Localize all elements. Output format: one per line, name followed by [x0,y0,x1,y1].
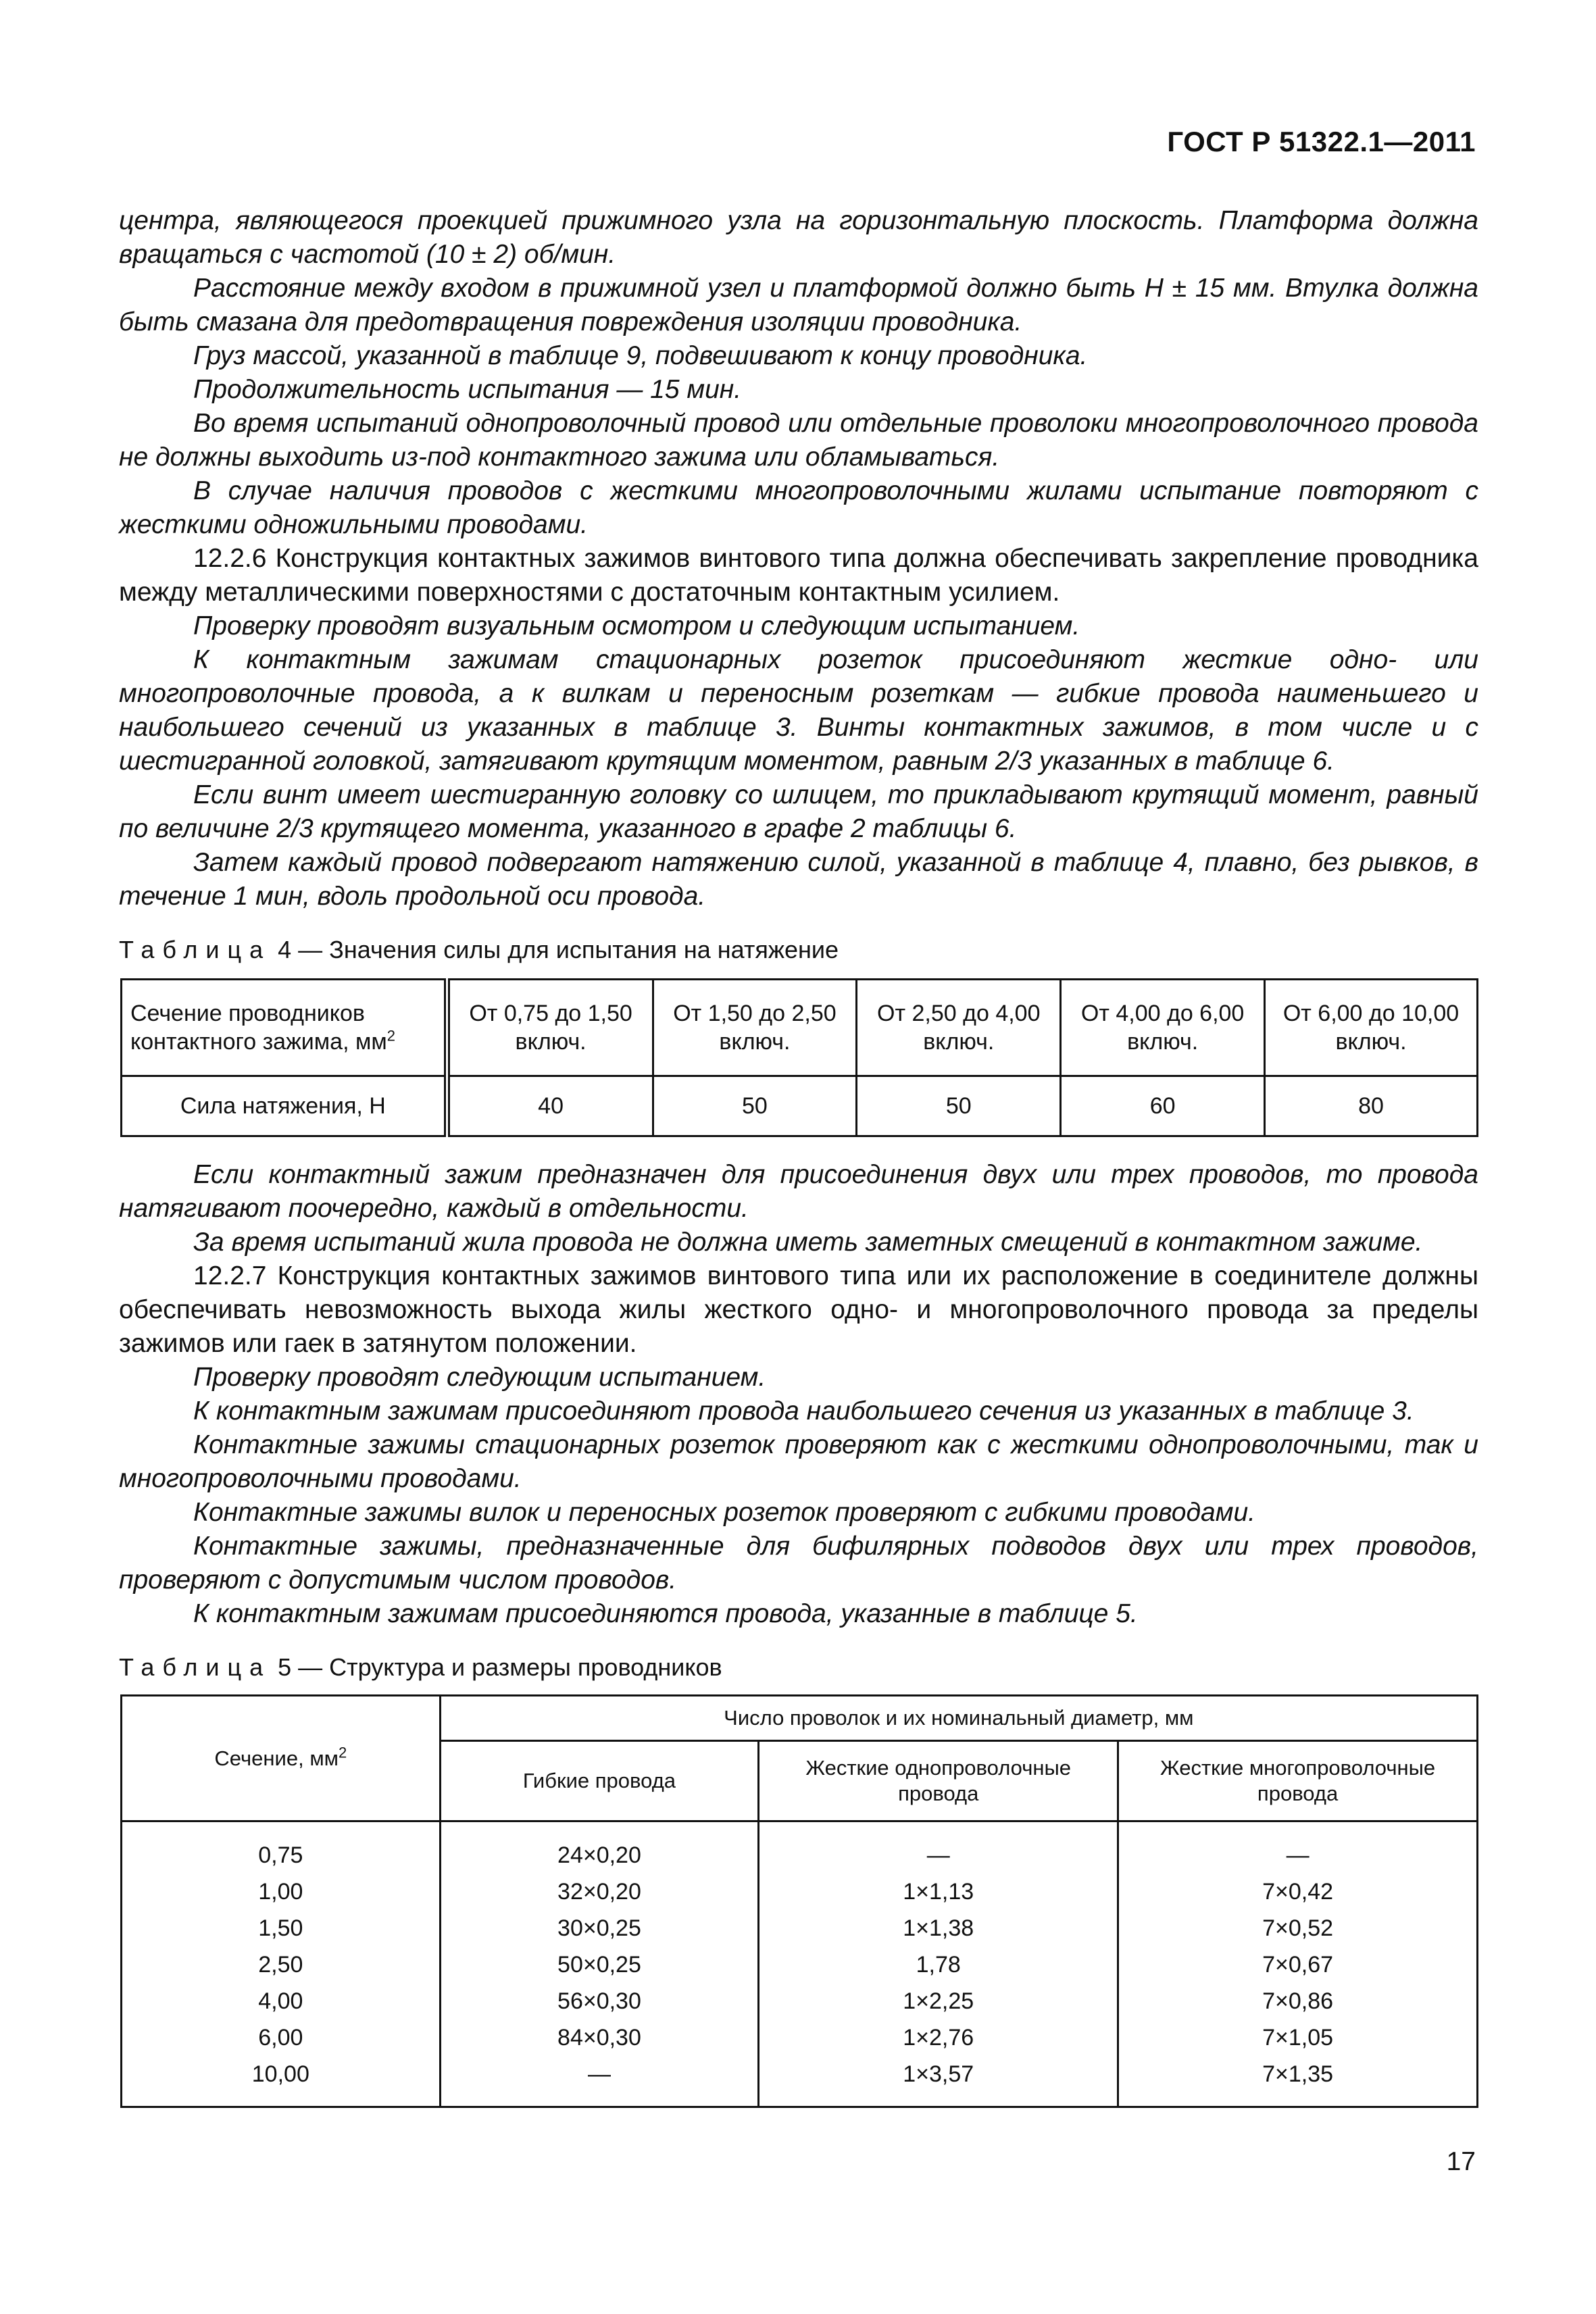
paragraph: Груз массой, указанной в таблице 9, подвешивают к концу проводника. [193,341,1088,370]
paragraph: К контактным зажимам стационарных розеток присоединяют жесткие одно- или многопроволочные провода, а к вилкам и переносным розеткам — гибкие провода наименьшего и наибольшего сечений из указанных в таблице 3. Винты контактных зажимов, в том числе и с шестигранной головкой, затягивают крутящим моментом, равным 2/3 указанных в таблице 6. [119,645,1478,776]
table-cell-section: 1,00 [122,1873,441,1910]
table-row [122,2019,1478,2056]
table-cell-solid: 1×3,57 [759,2056,1118,2107]
table-cell-stranded: 7×0,86 [1118,1983,1478,2019]
table-4-caption-label: Таблица [119,936,272,963]
table-cell-solid: — [759,1821,1118,1874]
table-cell-flexible: 32×0,20 [440,1873,759,1910]
paragraph: 12.2.6 Конструкция контактных зажимов винтового типа должна обеспечивать закрепление проводника между металлическими поверхностями с достаточным контактным усилием. [119,544,1478,607]
table-5-header-flexible: Гибкие провода [440,1741,759,1821]
table-4-range-cell: От 1,50 до 2,50 включ. [653,980,857,1076]
table-5-caption [119,1653,722,1682]
paragraph: К контактным зажимам присоединяют провода наибольшего сечения из указанных в таблице 3. [193,1397,1414,1426]
table-cell-solid: 1×1,13 [759,1873,1118,1910]
table-cell-section: 0,75 [122,1821,441,1874]
paragraph: В случае наличия проводов с жесткими многопроволочными жилами испытание повторяют с жесткими одножильными проводами. [119,476,1478,539]
table-cell-stranded: 7×1,35 [1118,2056,1478,2107]
table-cell-flexible: 56×0,30 [440,1983,759,2019]
paragraph: Продолжительность испытания — 15 мин. [193,375,742,404]
table-cell-flexible: 84×0,30 [440,2019,759,2056]
body-text-block-2 [119,1158,1478,1631]
table-cell-section: 2,50 [122,1946,441,1983]
paragraph: Контактные зажимы, предназначенные для бифилярных подводов двух или трех проводов, проверяют с допустимым числом проводов. [119,1532,1478,1594]
table-5-conductor-structure [120,1694,1478,2108]
paragraph: За время испытаний жила провода не должна иметь заметных смещений в контактном зажиме. [193,1228,1423,1257]
paragraph: Если винт имеет шестигранную головку со шлицем, то прикладывают крутящий момент, равный по величине 2/3 крутящего момента, указанного в графе 2 таблицы 6. [119,780,1478,843]
table-cell-stranded: 7×0,52 [1118,1910,1478,1946]
paragraph: Во время испытаний однопроволочный провод или отдельные проволоки многопроволочного провода не должны выходить из-под контактного зажима или обламываться. [119,409,1478,472]
table-cell-stranded: 7×1,05 [1118,2019,1478,2056]
table-row [122,1873,1478,1910]
page-number: 17 [1446,2147,1476,2176]
paragraph: 12.2.7 Конструкция контактных зажимов винтового типа или их расположение в соединителе должны обеспечивать невозможность выхода жилы жесткого одно- и многопроволочного провода за пределы зажимов или гаек в затянутом положении. [119,1261,1478,1358]
table-5-header-group: Число проволок и их номинальный диаметр, мм [440,1696,1477,1741]
table-4-row-header-sup: 2 [386,1027,395,1045]
table-5-header-solid: Жесткие однопроволочные провода [759,1741,1118,1821]
table-4-range-cell: От 0,75 до 1,50 включ. [447,980,653,1076]
table-4-force-cell: 80 [1265,1076,1478,1136]
paragraph: Проверку проводят визуальным осмотром и следующим испытанием. [193,611,1080,640]
table-cell-section: 1,50 [122,1910,441,1946]
table-cell-section: 4,00 [122,1983,441,2019]
paragraph: Проверку проводят следующим испытанием. [193,1363,766,1392]
table-cell-solid: 1×2,76 [759,2019,1118,2056]
table-5-header-row-1 [122,1696,1478,1741]
table-cell-flexible: 24×0,20 [440,1821,759,1874]
table-cell-section: 6,00 [122,2019,441,2056]
table-cell-section: 10,00 [122,2056,441,2107]
table-cell-flexible: 50×0,25 [440,1946,759,1983]
table-4-caption-title: 4 — Значения силы для испытания на натяжение [271,936,839,963]
paragraph: Расстояние между входом в прижимной узел и платформой должно быть H ± 15 мм. Втулка должна быть смазана для предотвращения повреждения изоляции проводника. [119,274,1478,336]
table-4-row-header-force: Сила натяжения, Н [122,1076,447,1136]
table-5-caption-title: 5 — Структура и размеры проводников [271,1653,722,1681]
table-5-caption-label: Таблица [119,1653,272,1681]
table-4-caption [119,935,839,965]
table-4-force-cell: 60 [1061,1076,1265,1136]
table-4-range-cell: От 4,00 до 6,00 включ. [1061,980,1265,1076]
paragraph: Если контактный зажим предназначен для присоединения двух или трех проводов, то провода натягивают поочередно, каждый в отдельности. [119,1160,1478,1223]
table-cell-solid: 1×1,38 [759,1910,1118,1946]
paragraph: центра, являющегося проекцией прижимного узла на горизонтальную плоскость. Платформа должна вращаться с частотой (10 ± 2) об/мин. [119,206,1478,269]
table-row [122,1946,1478,1983]
table-row [122,1983,1478,2019]
table-5-body [122,1821,1478,2107]
table-cell-stranded: 7×0,42 [1118,1873,1478,1910]
table-4-force-cell: 50 [857,1076,1061,1136]
table-4-force-cell: 40 [447,1076,653,1136]
table-5-header-section [122,1696,441,1821]
table-row [122,2056,1478,2107]
table-4-row-force [122,1076,1478,1136]
table-cell-solid: 1×2,25 [759,1983,1118,2019]
paragraph: Контактные зажимы стационарных розеток проверяют как с жесткими однопроволочными, так и многопроволочными проводами. [119,1430,1478,1493]
table-4-row-header-sections [122,980,447,1076]
table-4-row-header-sections-text: Сечение проводников контактного зажима, мм [130,1001,387,1055]
paragraph: Контактные зажимы вилок и переносных розеток проверяют с гибкими проводами. [193,1498,1255,1527]
table-cell-stranded: — [1118,1821,1478,1874]
table-5-header-section-text: Сечение, мм [214,1746,339,1770]
table-4-tension-force [120,978,1478,1137]
document-id-header: ГОСТ Р 51322.1—2011 [1167,126,1476,157]
table-row [122,1910,1478,1946]
table-5-header-section-sup: 2 [338,1744,347,1761]
table-4-range-cell: От 2,50 до 4,00 включ. [857,980,1061,1076]
table-cell-solid: 1,78 [759,1946,1118,1983]
table-4-force-cell: 50 [653,1076,857,1136]
table-cell-flexible: — [440,2056,759,2107]
table-cell-stranded: 7×0,67 [1118,1946,1478,1983]
table-row [122,1821,1478,1874]
body-text-block-1 [119,204,1478,913]
table-4-range-cell: От 6,00 до 10,00 включ. [1265,980,1478,1076]
table-5-header-stranded: Жесткие многопроволочные провода [1118,1741,1478,1821]
table-cell-flexible: 30×0,25 [440,1910,759,1946]
paragraph: Затем каждый провод подвергают натяжению силой, указанной в таблице 4, плавно, без рывков, в течение 1 мин, вдоль продольной оси провода. [119,848,1478,911]
table-4-row-sections [122,980,1478,1076]
paragraph: К контактным зажимам присоединяются провода, указанные в таблице 5. [193,1599,1138,1628]
